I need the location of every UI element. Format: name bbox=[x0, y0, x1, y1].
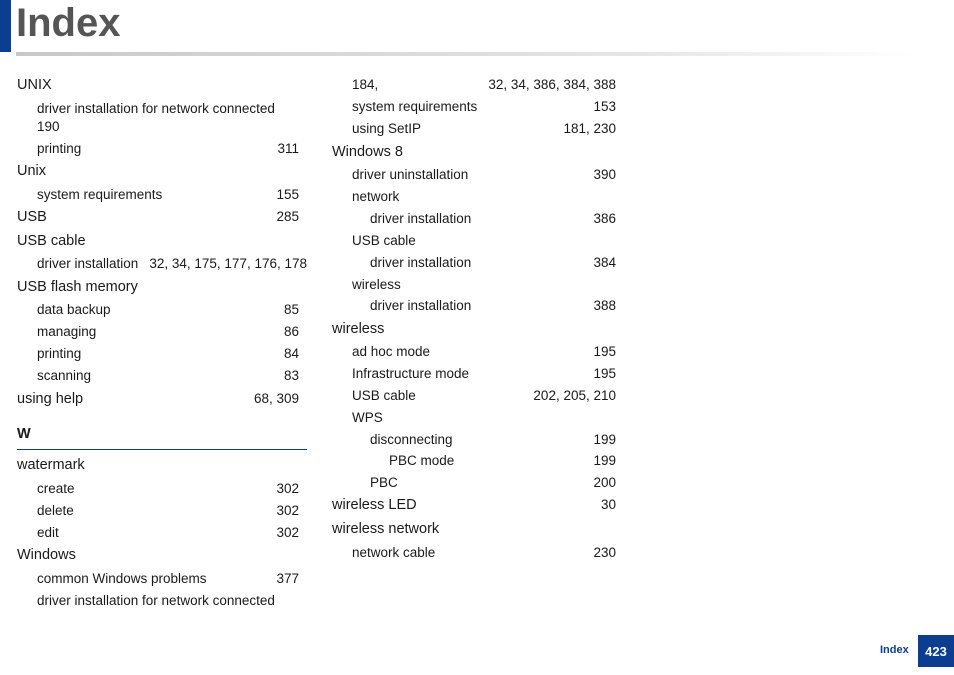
entry-page[interactable]: 285 bbox=[276, 209, 299, 224]
entry-term: network bbox=[352, 189, 400, 204]
entry-term: watermark bbox=[17, 457, 85, 473]
entry-term: managing bbox=[37, 324, 97, 339]
section-letter-w: W bbox=[17, 426, 31, 442]
entry-term: wireless LED bbox=[332, 497, 417, 513]
entry-page[interactable]: 384 bbox=[593, 255, 616, 270]
entry-term: driver installation for network connected bbox=[37, 593, 275, 608]
entry-term: system requirements bbox=[37, 187, 163, 202]
entry-term: printing bbox=[37, 346, 82, 361]
entry-page[interactable]: 195 bbox=[593, 366, 616, 381]
entry-term: using SetIP bbox=[352, 121, 422, 136]
entry-page[interactable]: 202, 205, 210 bbox=[533, 388, 616, 403]
entry-page[interactable]: 302 bbox=[276, 503, 299, 518]
entry-term: disconnecting bbox=[370, 432, 453, 447]
entry-page[interactable]: 32, 34, 175, 177, 176, 178 bbox=[149, 256, 307, 271]
entry-page[interactable]: 230 bbox=[593, 545, 616, 560]
entry-page[interactable]: 390 bbox=[593, 167, 616, 182]
entry-term: delete bbox=[37, 503, 74, 518]
entry-page[interactable]: 199 bbox=[593, 432, 616, 447]
entry-page[interactable]: 30 bbox=[600, 497, 616, 512]
entry-term: Infrastructure mode bbox=[352, 366, 470, 381]
entry-term: using help bbox=[17, 391, 84, 407]
page-title: Index bbox=[16, 1, 121, 45]
entry-page[interactable]: 85 bbox=[283, 302, 299, 317]
entry-term: PBC mode bbox=[389, 453, 455, 468]
entry-page[interactable]: 302 bbox=[276, 525, 299, 540]
entry-term: ad hoc mode bbox=[352, 344, 431, 359]
entry-page[interactable]: 181, 230 bbox=[563, 121, 616, 136]
entry-page[interactable]: 86 bbox=[283, 324, 299, 339]
entry-term: driver installation bbox=[370, 298, 472, 313]
entry-page[interactable]: 68, 309 bbox=[253, 391, 299, 406]
entry-term: common Windows problems bbox=[37, 571, 207, 586]
entry-term: driver installation bbox=[370, 211, 472, 226]
entry-page[interactable]: 377 bbox=[276, 571, 299, 586]
entry-term: create bbox=[37, 481, 75, 496]
entry-term: USB cable bbox=[352, 388, 416, 403]
entry-term: UNIX bbox=[17, 77, 52, 93]
entry-term: wireless bbox=[332, 321, 385, 337]
page-number-badge: 423 bbox=[918, 635, 954, 667]
entry-page[interactable]: 200 bbox=[593, 475, 616, 490]
entry-page[interactable]: 388 bbox=[593, 298, 616, 313]
entry-page[interactable]: 32, 34, 386, 384, 388 bbox=[488, 77, 616, 92]
entry-term: WPS bbox=[352, 410, 383, 425]
entry-term: Windows bbox=[17, 547, 76, 563]
entry-term: USB cable bbox=[17, 233, 86, 249]
entry-term: data backup bbox=[37, 302, 111, 317]
entry-term: network cable bbox=[352, 545, 436, 560]
title-underline bbox=[16, 52, 914, 56]
entry-page[interactable]: 195 bbox=[593, 344, 616, 359]
entry-page[interactable]: 311 bbox=[277, 141, 299, 156]
footer-section-label: Index bbox=[880, 644, 909, 656]
entry-term: wireless network bbox=[332, 521, 440, 537]
entry-page[interactable]: 184, bbox=[352, 77, 379, 92]
entry-term: printing bbox=[37, 141, 82, 156]
entry-term: driver installation bbox=[37, 256, 139, 271]
entry-term: driver installation for network connected bbox=[37, 101, 275, 116]
entry-term: USB bbox=[17, 209, 47, 225]
entry-page[interactable]: 386 bbox=[593, 211, 616, 226]
entry-term: PBC bbox=[370, 475, 398, 490]
entry-page[interactable]: 190 bbox=[37, 119, 60, 134]
entry-page[interactable]: 199 bbox=[593, 453, 616, 468]
entry-term: scanning bbox=[37, 368, 92, 383]
entry-term: wireless bbox=[352, 277, 401, 292]
entry-page[interactable]: 153 bbox=[593, 99, 616, 114]
entry-page[interactable]: 83 bbox=[283, 368, 299, 383]
title-accent-bar bbox=[0, 0, 11, 52]
entry-term: system requirements bbox=[352, 99, 478, 114]
entry-page[interactable]: 155 bbox=[276, 187, 299, 202]
section-divider bbox=[17, 449, 307, 450]
entry-term: USB cable bbox=[352, 233, 416, 248]
entry-term: edit bbox=[37, 525, 59, 540]
entry-term: driver uninstallation bbox=[352, 167, 469, 182]
entry-page[interactable]: 84 bbox=[283, 346, 299, 361]
entry-term: Windows 8 bbox=[332, 144, 403, 160]
entry-term: USB flash memory bbox=[17, 279, 138, 295]
entry-term: Unix bbox=[17, 163, 47, 179]
entry-page[interactable]: 302 bbox=[276, 481, 299, 496]
entry-term: driver installation bbox=[370, 255, 472, 270]
